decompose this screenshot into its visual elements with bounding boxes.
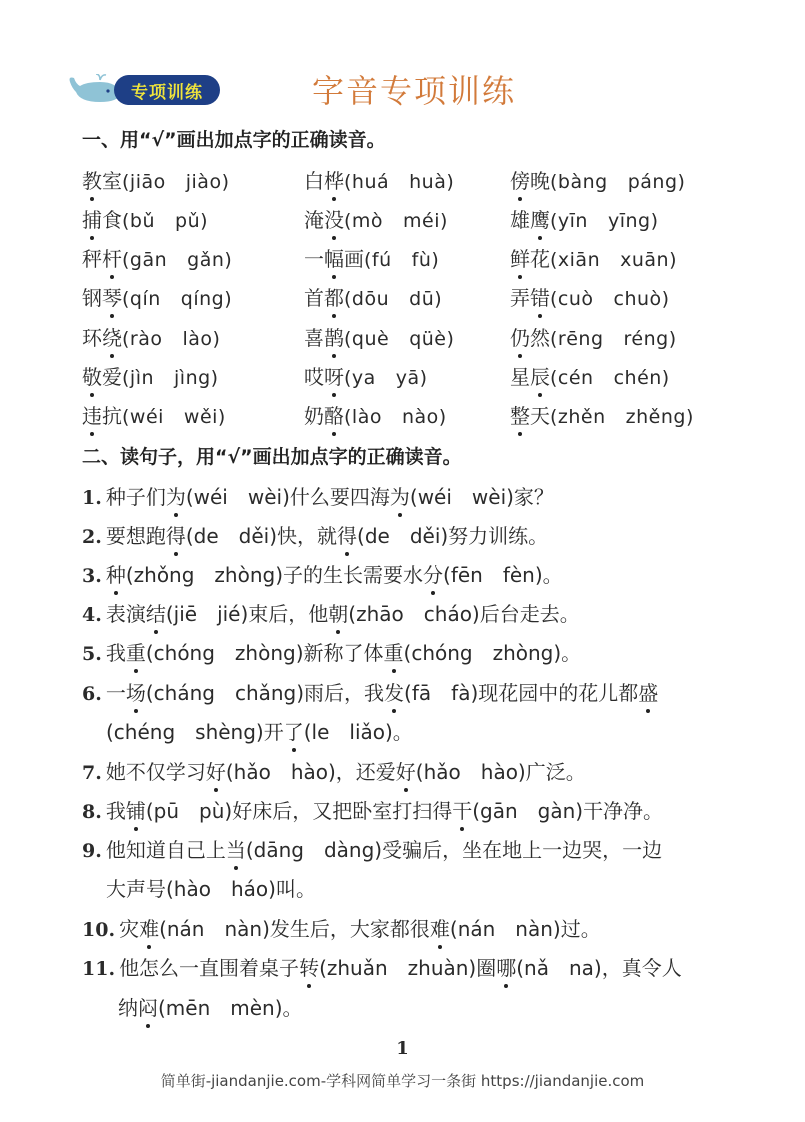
character: 雄 — [510, 208, 530, 232]
page-number: 1 — [396, 1038, 409, 1059]
character: 然 — [530, 326, 550, 350]
sentence-text: (dāng dàng)受骗后，坐在地上一边哭，一边 — [245, 838, 663, 862]
dotted-character: 没 — [324, 204, 344, 233]
sentence-text: 她不仅学习 — [105, 760, 206, 784]
sentence-text: (fēn fèn)。 — [443, 563, 563, 587]
word-item — [510, 243, 677, 272]
sentence-text: (chóng zhòng)新称了体 — [145, 641, 384, 665]
character: 食 — [102, 208, 122, 232]
sentence-text: (nán nàn)过。 — [449, 917, 601, 941]
word-item — [304, 400, 447, 429]
pinyin-options[interactable]: (gān gǎn) — [122, 249, 233, 271]
sentence-line — [82, 677, 658, 706]
sentence-text: (de děi)努力训练。 — [357, 524, 549, 548]
dotted-character: 好 — [206, 756, 226, 785]
character: 奶 — [304, 404, 324, 428]
watermark-footer: 简单街-jiandanjie.com-学科网简单学习一条街 https://jiandanjie.com — [160, 1072, 645, 1090]
word-item — [304, 165, 454, 194]
dotted-character: 盛 — [638, 677, 658, 706]
character: 晚 — [530, 169, 550, 193]
sentence-number: 1. — [82, 487, 102, 509]
sentence-line — [82, 481, 554, 510]
dotted-character: 整 — [510, 400, 530, 429]
sentence-line — [82, 559, 563, 588]
sentence-text: (nán nàn)发生后，大家都很 — [159, 917, 430, 941]
dotted-character: 捕 — [82, 204, 102, 233]
dotted-character: 重 — [384, 637, 404, 666]
sentence-text: 要想跑 — [105, 524, 166, 548]
section-2-heading: 二、读句子，用“√”画出加点字的正确读音。 — [82, 446, 462, 468]
dotted-character: 琴 — [102, 282, 122, 311]
character: 环 — [82, 326, 102, 350]
dotted-character: 幅 — [324, 243, 344, 272]
sentence-text: (jiē jié)束后，他 — [165, 602, 329, 626]
dotted-character: 难 — [139, 913, 159, 942]
dotted-character: 酪 — [324, 400, 344, 429]
pinyin-options[interactable]: (bàng páng) — [550, 171, 686, 193]
sentence-text: (zhuǎn zhuàn)圈 — [319, 956, 497, 980]
dotted-character: 结 — [146, 598, 166, 627]
pinyin-options[interactable]: (dōu dū) — [344, 288, 443, 310]
dotted-character: 得 — [166, 520, 186, 549]
dotted-character: 朝 — [328, 598, 348, 627]
word-item — [82, 204, 208, 233]
dotted-character: 为 — [166, 481, 186, 510]
sentence-line — [82, 834, 662, 863]
word-item — [82, 282, 232, 311]
pinyin-options[interactable]: (cuò chuò) — [550, 288, 670, 310]
sentence-text: 他怎么一直围着桌子 — [119, 956, 300, 980]
sentence-number: 9. — [82, 840, 102, 862]
sentence-text: 种子们 — [105, 485, 166, 509]
pinyin-options[interactable]: (rēng réng) — [550, 328, 677, 350]
sentence-text: (de děi)快，就 — [185, 524, 338, 548]
dotted-character: 得 — [337, 520, 357, 549]
sentence-line — [82, 952, 682, 981]
word-item — [82, 400, 226, 429]
dotted-character: 鲜 — [510, 243, 530, 272]
sentence-number: 10. — [82, 919, 116, 941]
dotted-character: 鹊 — [324, 322, 344, 351]
dotted-character: 好 — [396, 756, 416, 785]
character: 秤 — [82, 247, 102, 271]
sentence-text: (nǎ na)，真令人 — [516, 956, 682, 980]
dotted-character: 教 — [82, 165, 102, 194]
character: 花 — [530, 247, 550, 271]
character: 淹 — [304, 208, 324, 232]
pinyin-options[interactable]: (cén chén) — [550, 367, 670, 389]
dotted-character: 敬 — [82, 361, 102, 390]
pinyin-options[interactable]: (xiān xuān) — [550, 249, 678, 271]
sentence-text: (chóng zhòng)。 — [403, 641, 582, 665]
sentence-text: 灾 — [119, 917, 140, 941]
dotted-character: 场 — [126, 677, 146, 706]
sentence-text: (cháng chǎng)雨后，我 — [145, 681, 385, 705]
sentence-number: 5. — [82, 643, 102, 665]
dotted-character: 仍 — [510, 322, 530, 351]
word-item — [82, 243, 232, 272]
dotted-character: 杆 — [102, 243, 122, 272]
dotted-character: 难 — [430, 913, 450, 942]
sentence-line — [82, 795, 663, 824]
dotted-character: 当 — [226, 834, 246, 863]
sentence-line — [106, 716, 413, 745]
sentence-number: 7. — [82, 762, 102, 784]
sentence-text: (hǎo hào)广泛。 — [415, 760, 586, 784]
character: 画 — [344, 247, 364, 271]
pinyin-options[interactable]: (lào nào) — [344, 406, 447, 428]
character: 弄 — [510, 286, 530, 310]
dotted-character: 分 — [423, 559, 443, 588]
dotted-character: 干 — [452, 795, 472, 824]
dotted-character: 辰 — [530, 361, 550, 390]
sentence-text: 大声号(hào háo)叫。 — [106, 877, 316, 901]
sentence-text: 一 — [105, 681, 126, 705]
sentence-text: 表演 — [105, 602, 146, 626]
character: 室 — [102, 169, 122, 193]
dotted-character: 闷 — [138, 992, 158, 1021]
section-1-heading: 一、用“√”画出加点字的正确读音。 — [82, 129, 386, 151]
dotted-character: 种 — [106, 559, 126, 588]
sentence-text: (chéng shèng)开 — [106, 720, 284, 744]
sentence-number: 11. — [82, 958, 116, 980]
word-item — [304, 322, 454, 351]
pinyin-options[interactable]: (què qüè) — [344, 328, 455, 350]
dotted-character: 发 — [384, 677, 404, 706]
pinyin-options[interactable]: (ya yā) — [344, 367, 428, 389]
sentence-line — [82, 756, 586, 785]
dotted-character: 傍 — [510, 165, 530, 194]
sentence-number: 3. — [82, 565, 102, 587]
sentence-text: (wéi wèi)家？ — [409, 485, 554, 509]
character: 喜 — [304, 326, 324, 350]
word-item — [304, 243, 439, 272]
word-item — [304, 361, 428, 390]
character: 爱 — [102, 365, 122, 389]
pinyin-options[interactable]: (fú fù) — [364, 249, 440, 271]
sentence-text: (mēn mèn)。 — [158, 996, 303, 1020]
pinyin-options[interactable]: (mò méi) — [344, 210, 448, 232]
sentence-number: 2. — [82, 526, 102, 548]
word-item — [304, 282, 442, 311]
sentence-text: (le liǎo)。 — [303, 720, 413, 744]
sentence-line — [82, 598, 580, 627]
sentence-number: 6. — [82, 683, 102, 705]
dotted-character: 错 — [530, 282, 550, 311]
sentence-text: (fā fà)现花园中的花儿都 — [404, 681, 639, 705]
dotted-character: 违 — [82, 400, 102, 429]
character: 钢 — [82, 286, 102, 310]
dotted-character: 转 — [299, 952, 319, 981]
sentence-text: (hǎo hào)，还爱 — [225, 760, 396, 784]
word-item — [510, 282, 670, 311]
character: 抗 — [102, 404, 122, 428]
sentence-text: 我 — [105, 799, 126, 823]
logo — [66, 66, 226, 110]
pinyin-options[interactable]: (jiāo jiào) — [122, 171, 230, 193]
sentence-line — [82, 520, 548, 549]
sentence-text: 纳 — [118, 996, 138, 1020]
character: 一 — [304, 247, 324, 271]
sentence-line — [82, 637, 581, 666]
dotted-character: 为 — [390, 481, 410, 510]
word-item — [510, 400, 694, 429]
sentence-line — [106, 873, 316, 902]
dotted-character: 呀 — [324, 361, 344, 390]
character: 星 — [510, 365, 530, 389]
pinyin-options[interactable]: (jìn jìng) — [122, 367, 219, 389]
pinyin-options[interactable]: (rào lào) — [122, 328, 221, 350]
word-item — [82, 165, 229, 194]
sentence-line — [118, 992, 303, 1021]
word-item — [510, 322, 677, 351]
pinyin-options[interactable]: (huá huà) — [344, 171, 455, 193]
character: 天 — [530, 404, 550, 428]
pinyin-options[interactable]: (wéi wěi) — [122, 406, 226, 428]
pinyin-options[interactable]: (yīn yīng) — [550, 210, 659, 232]
section-badge: 专项训练 — [114, 75, 220, 105]
sentence-text: 我 — [105, 641, 126, 665]
word-item — [304, 204, 448, 233]
dotted-character: 鹰 — [530, 204, 550, 233]
word-item — [82, 322, 220, 351]
sentence-number: 8. — [82, 801, 102, 823]
sentence-text: (zhǒng zhòng)子的生长需要水 — [125, 563, 424, 587]
sentence-text: (zhāo cháo)后台走去。 — [348, 602, 580, 626]
character: 哎 — [304, 365, 324, 389]
dotted-character: 桦 — [324, 165, 344, 194]
word-item — [510, 204, 659, 233]
sentence-line — [82, 913, 601, 942]
word-item — [82, 361, 219, 390]
page-title: 字音专项训练 — [312, 72, 517, 110]
sentence-text: 他知道自己上 — [105, 838, 226, 862]
sentence-text: (gān gàn)干净净。 — [472, 799, 664, 823]
character: 白 — [304, 169, 324, 193]
pinyin-options[interactable]: (bǔ pǔ) — [122, 210, 209, 232]
sentence-text: (wéi wèi)什么要四海 — [185, 485, 390, 509]
dotted-character: 了 — [284, 716, 304, 745]
pinyin-options[interactable]: (zhěn zhěng) — [550, 406, 694, 428]
sentence-text: (pū pù)好床后，又把卧室打扫得 — [145, 799, 453, 823]
dotted-character: 都 — [324, 282, 344, 311]
word-item — [510, 165, 685, 194]
character: 首 — [304, 286, 324, 310]
dotted-character: 哪 — [496, 952, 516, 981]
dotted-character: 绕 — [102, 322, 122, 351]
word-item — [510, 361, 670, 390]
pinyin-options[interactable]: (qín qíng) — [122, 288, 233, 310]
dotted-character: 铺 — [126, 795, 146, 824]
sentence-number: 4. — [82, 604, 102, 626]
dotted-character: 重 — [126, 637, 146, 666]
